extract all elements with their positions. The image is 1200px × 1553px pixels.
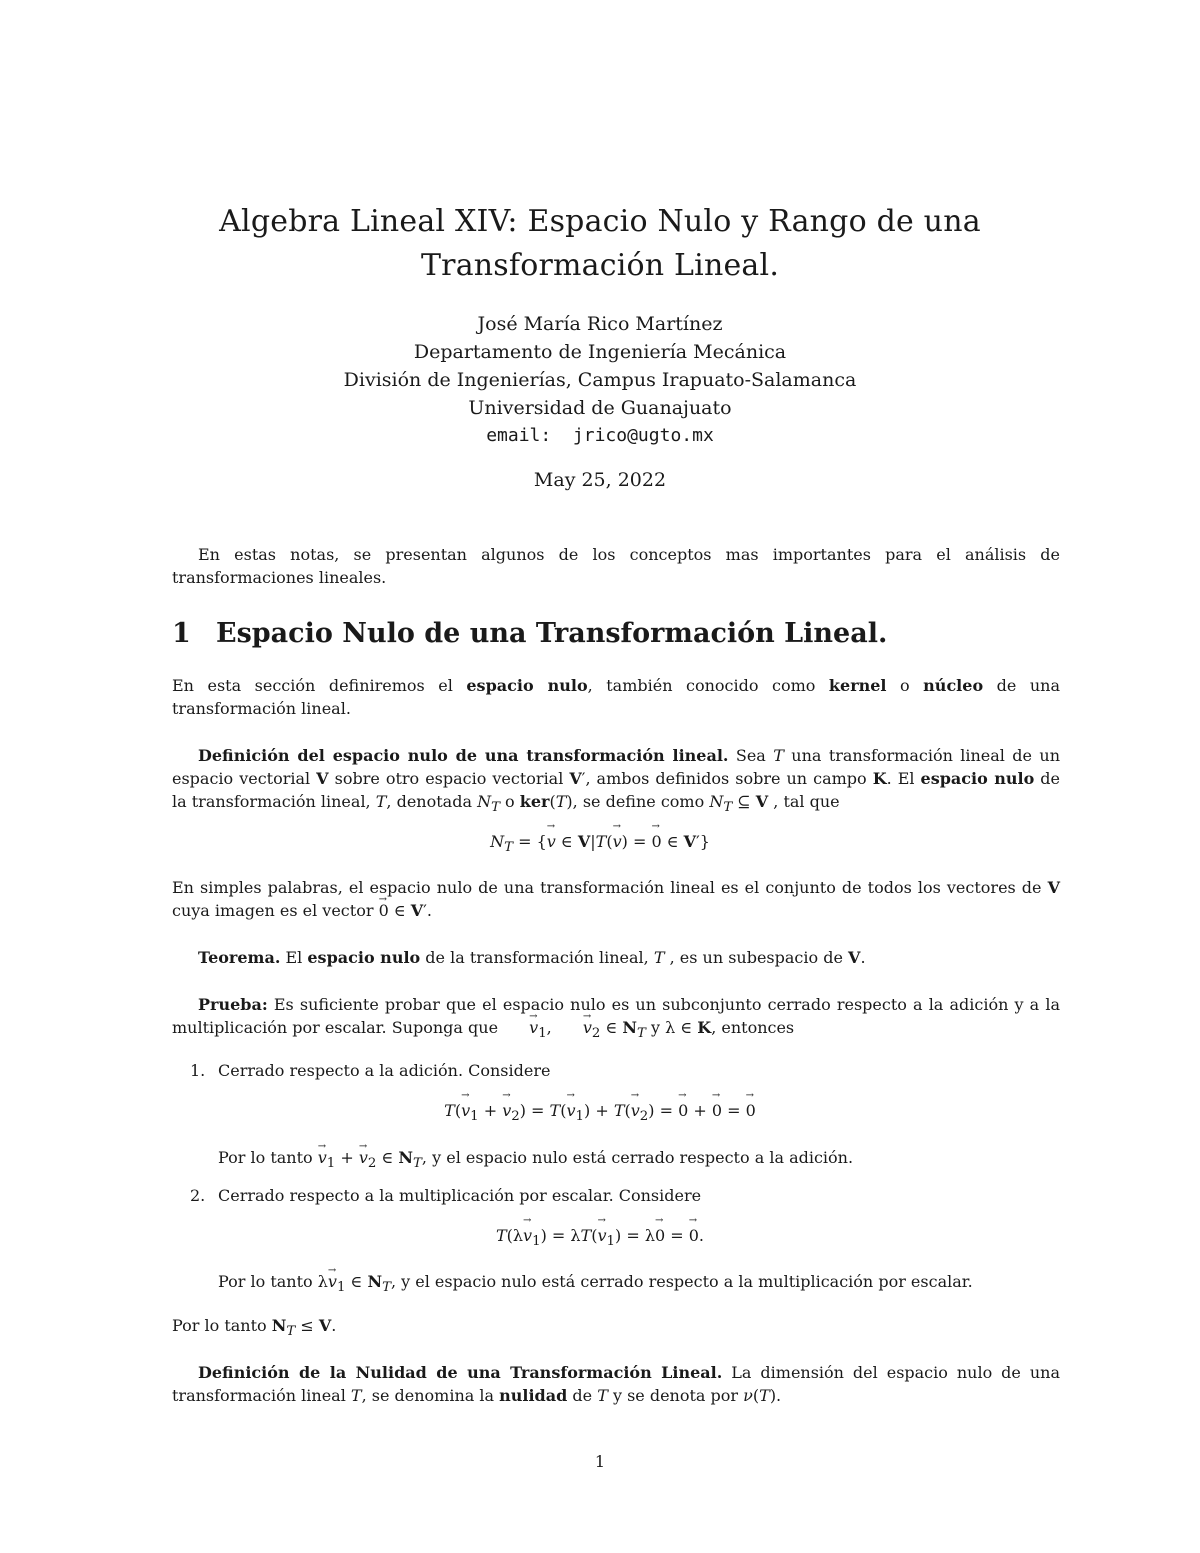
intro-text: o bbox=[886, 676, 924, 695]
list-item-text: Cerrado respecto a la adición. Considere bbox=[218, 1061, 551, 1080]
author-name: José María Rico Martínez bbox=[477, 313, 723, 335]
term-nulidad: nulidad bbox=[499, 1386, 568, 1405]
author-block bbox=[0, 310, 1200, 450]
conclusion-text: Por lo tanto bbox=[172, 1316, 272, 1335]
abstract: En estas notas, se presentan algunos de los conceptos mas importantes para el análisis de transformaciones lineales. bbox=[172, 545, 1060, 587]
intro-text: , también conocido como bbox=[587, 676, 829, 695]
paper-date: May 25, 2022 bbox=[533, 469, 667, 491]
paper-title bbox=[0, 200, 1200, 288]
list-item bbox=[190, 1059, 1060, 1082]
definition-text: . El bbox=[886, 769, 921, 788]
definition-text: Sea bbox=[728, 746, 774, 765]
section-title: Espacio Nulo de una Transformación Lineal. bbox=[216, 618, 888, 649]
list-item-text: Cerrado respecto a la multiplicación por escalar. Considere bbox=[218, 1186, 702, 1205]
author-university: Universidad de Guanajuato bbox=[468, 397, 732, 419]
paragraph-text: cuya imagen es el vector bbox=[172, 901, 379, 920]
definition-text: sobre otro espacio vectorial bbox=[328, 769, 570, 788]
section-intro bbox=[172, 674, 1060, 720]
theorem-text: , es un subespacio de bbox=[664, 948, 849, 967]
term-kernel: kernel bbox=[828, 676, 887, 695]
conclusion-text: Por lo tanto bbox=[218, 1272, 318, 1291]
conclusion-text: , y el espacio nulo está cerrado respecto a la multiplicación por escalar. bbox=[390, 1272, 973, 1291]
definition-text: de bbox=[567, 1386, 598, 1405]
term-espacio-nulo: espacio nulo bbox=[920, 769, 1035, 788]
theorem: Teorema. El espacio nulo de la transformación lineal, T , es un subespacio de V. bbox=[198, 948, 866, 967]
proof-text: Es suficiente probar que el espacio nulo es un subconjunto cerrado respecto a la adición y a la multiplicación por escalar. Suponga que bbox=[172, 995, 1060, 1037]
term-espacio-nulo: espacio nulo bbox=[307, 948, 421, 967]
title-line-1: Algebra Lineal XIV: Espacio Nulo y Rango de una bbox=[219, 204, 981, 239]
definition-text: y se denota por bbox=[607, 1386, 744, 1405]
term-nucleo: núcleo bbox=[923, 676, 984, 695]
theorem-heading: Teorema. bbox=[198, 948, 281, 967]
email-address: jrico@ugto.mx bbox=[572, 425, 714, 446]
author-department: Departamento de Ingeniería Mecánica bbox=[413, 341, 787, 363]
page-number: 1 bbox=[594, 1452, 606, 1471]
definition-text: , se denomina la bbox=[361, 1386, 500, 1405]
proof-text: , entonces bbox=[711, 1018, 795, 1037]
definition-text: , se define como bbox=[572, 792, 710, 811]
definition-text: o bbox=[499, 792, 520, 811]
author-division: División de Ingenierías, Campus Irapuato-Salamanca bbox=[343, 369, 857, 391]
theorem-text: El bbox=[280, 948, 308, 967]
equation-addition: $T(\to v_1$ + → $v_2) = T(\to v_1) + T(\to v_2)$ = → 0 + → 0 = → 0 bbox=[0, 1101, 1200, 1124]
proof: Prueba: Es suficiente probar que el espacio nulo es un subconjunto cerrado respecto a la adición y a la multiplicación por escalar. Suponga que → $v_1$, → $v_2$ ∈ $N_T$ y λ ∈ K, entonces bbox=[172, 993, 1060, 1045]
theorem-text: de la transformación lineal, bbox=[420, 948, 654, 967]
definition-text: una transformación lineal de un espacio vectorial bbox=[172, 746, 1061, 788]
definition-heading: Definición del espacio nulo de una transformación lineal. bbox=[198, 746, 729, 765]
definition-text: , ambos definidos sobre un campo bbox=[585, 769, 873, 788]
definition-text: La dimensión del espacio nulo de una transformación lineal bbox=[172, 1363, 1060, 1405]
list-item-conclusion: Por lo tanto $\lambda\to v_1$ ∈ $N_T$, y el espacio nulo está cerrado respecto a la multiplicación por escalar. bbox=[218, 1270, 1088, 1299]
email-label: email: bbox=[486, 425, 552, 446]
section-heading bbox=[172, 618, 887, 649]
definition-nullity: Definición de la Nulidad de una Transformación Lineal. La dimensión del espacio nulo de una transformación lineal T, se denomina la nulidad de T y se denota por ν(T). bbox=[172, 1363, 1060, 1405]
equation-scalar: $T(\lambda\to v_1) = \lambda T(\to v_1) = \lambda\to 0$ = → 0. bbox=[0, 1226, 1200, 1249]
list-item-label: 1. bbox=[190, 1061, 206, 1080]
definition-text: , tal que bbox=[768, 792, 840, 811]
definition-null-space: Definición del espacio nulo de una transformación lineal. Sea T una transformación lineal de un espacio vectorial V sobre otro espacio vectorial V′, ambos definidos sobre un campo K. El espacio nulo de la transformación lineal, T, denotada $N_T$ o ker(T), se define como $N_T$ ⊆ V , tal que bbox=[172, 746, 1061, 816]
conclusion-text: Por lo tanto bbox=[218, 1148, 318, 1167]
definition-text: , denotada bbox=[386, 792, 478, 811]
title-line-2: Transformación Lineal. bbox=[420, 248, 780, 283]
list-item-label: 2. bbox=[190, 1186, 206, 1205]
term-espacio-nulo: espacio nulo bbox=[466, 676, 588, 695]
list-item-conclusion: Por lo tanto → $v_1$ + → $v_2$ ∈ $N_T$, y el espacio nulo está cerrado respecto a la adición. bbox=[218, 1146, 1088, 1175]
list-item bbox=[190, 1184, 1060, 1207]
paragraph-text: En simples palabras, el espacio nulo de una transformación lineal es el conjunto de todos los vectores de bbox=[172, 878, 1048, 897]
conclusion-text: , y el espacio nulo está cerrado respecto a la adición. bbox=[421, 1148, 854, 1167]
simple-words-paragraph: En simples palabras, el espacio nulo de una transformación lineal es el conjunto de todos los vectores de V cuya imagen es el vector → 0 ∈ V′. bbox=[172, 876, 1060, 922]
intro-text: de una transformación lineal. bbox=[172, 676, 1060, 718]
proof-conclusion: Por lo tanto $N_T \le V$. bbox=[172, 1316, 337, 1340]
intro-text: En esta sección definiremos el bbox=[172, 676, 467, 695]
equation-null-space: $N_T$ = {→ v ∈ V|T(→ v) = → 0 ∈ V′} bbox=[0, 832, 1200, 855]
proof-heading: Prueba: bbox=[198, 995, 268, 1014]
definition-heading: Definición de la Nulidad de una Transformación Lineal. bbox=[198, 1363, 723, 1382]
section-number: 1 bbox=[172, 618, 191, 649]
definition-text: de la transformación lineal, bbox=[172, 769, 1061, 811]
author-email-line bbox=[0, 422, 1200, 450]
